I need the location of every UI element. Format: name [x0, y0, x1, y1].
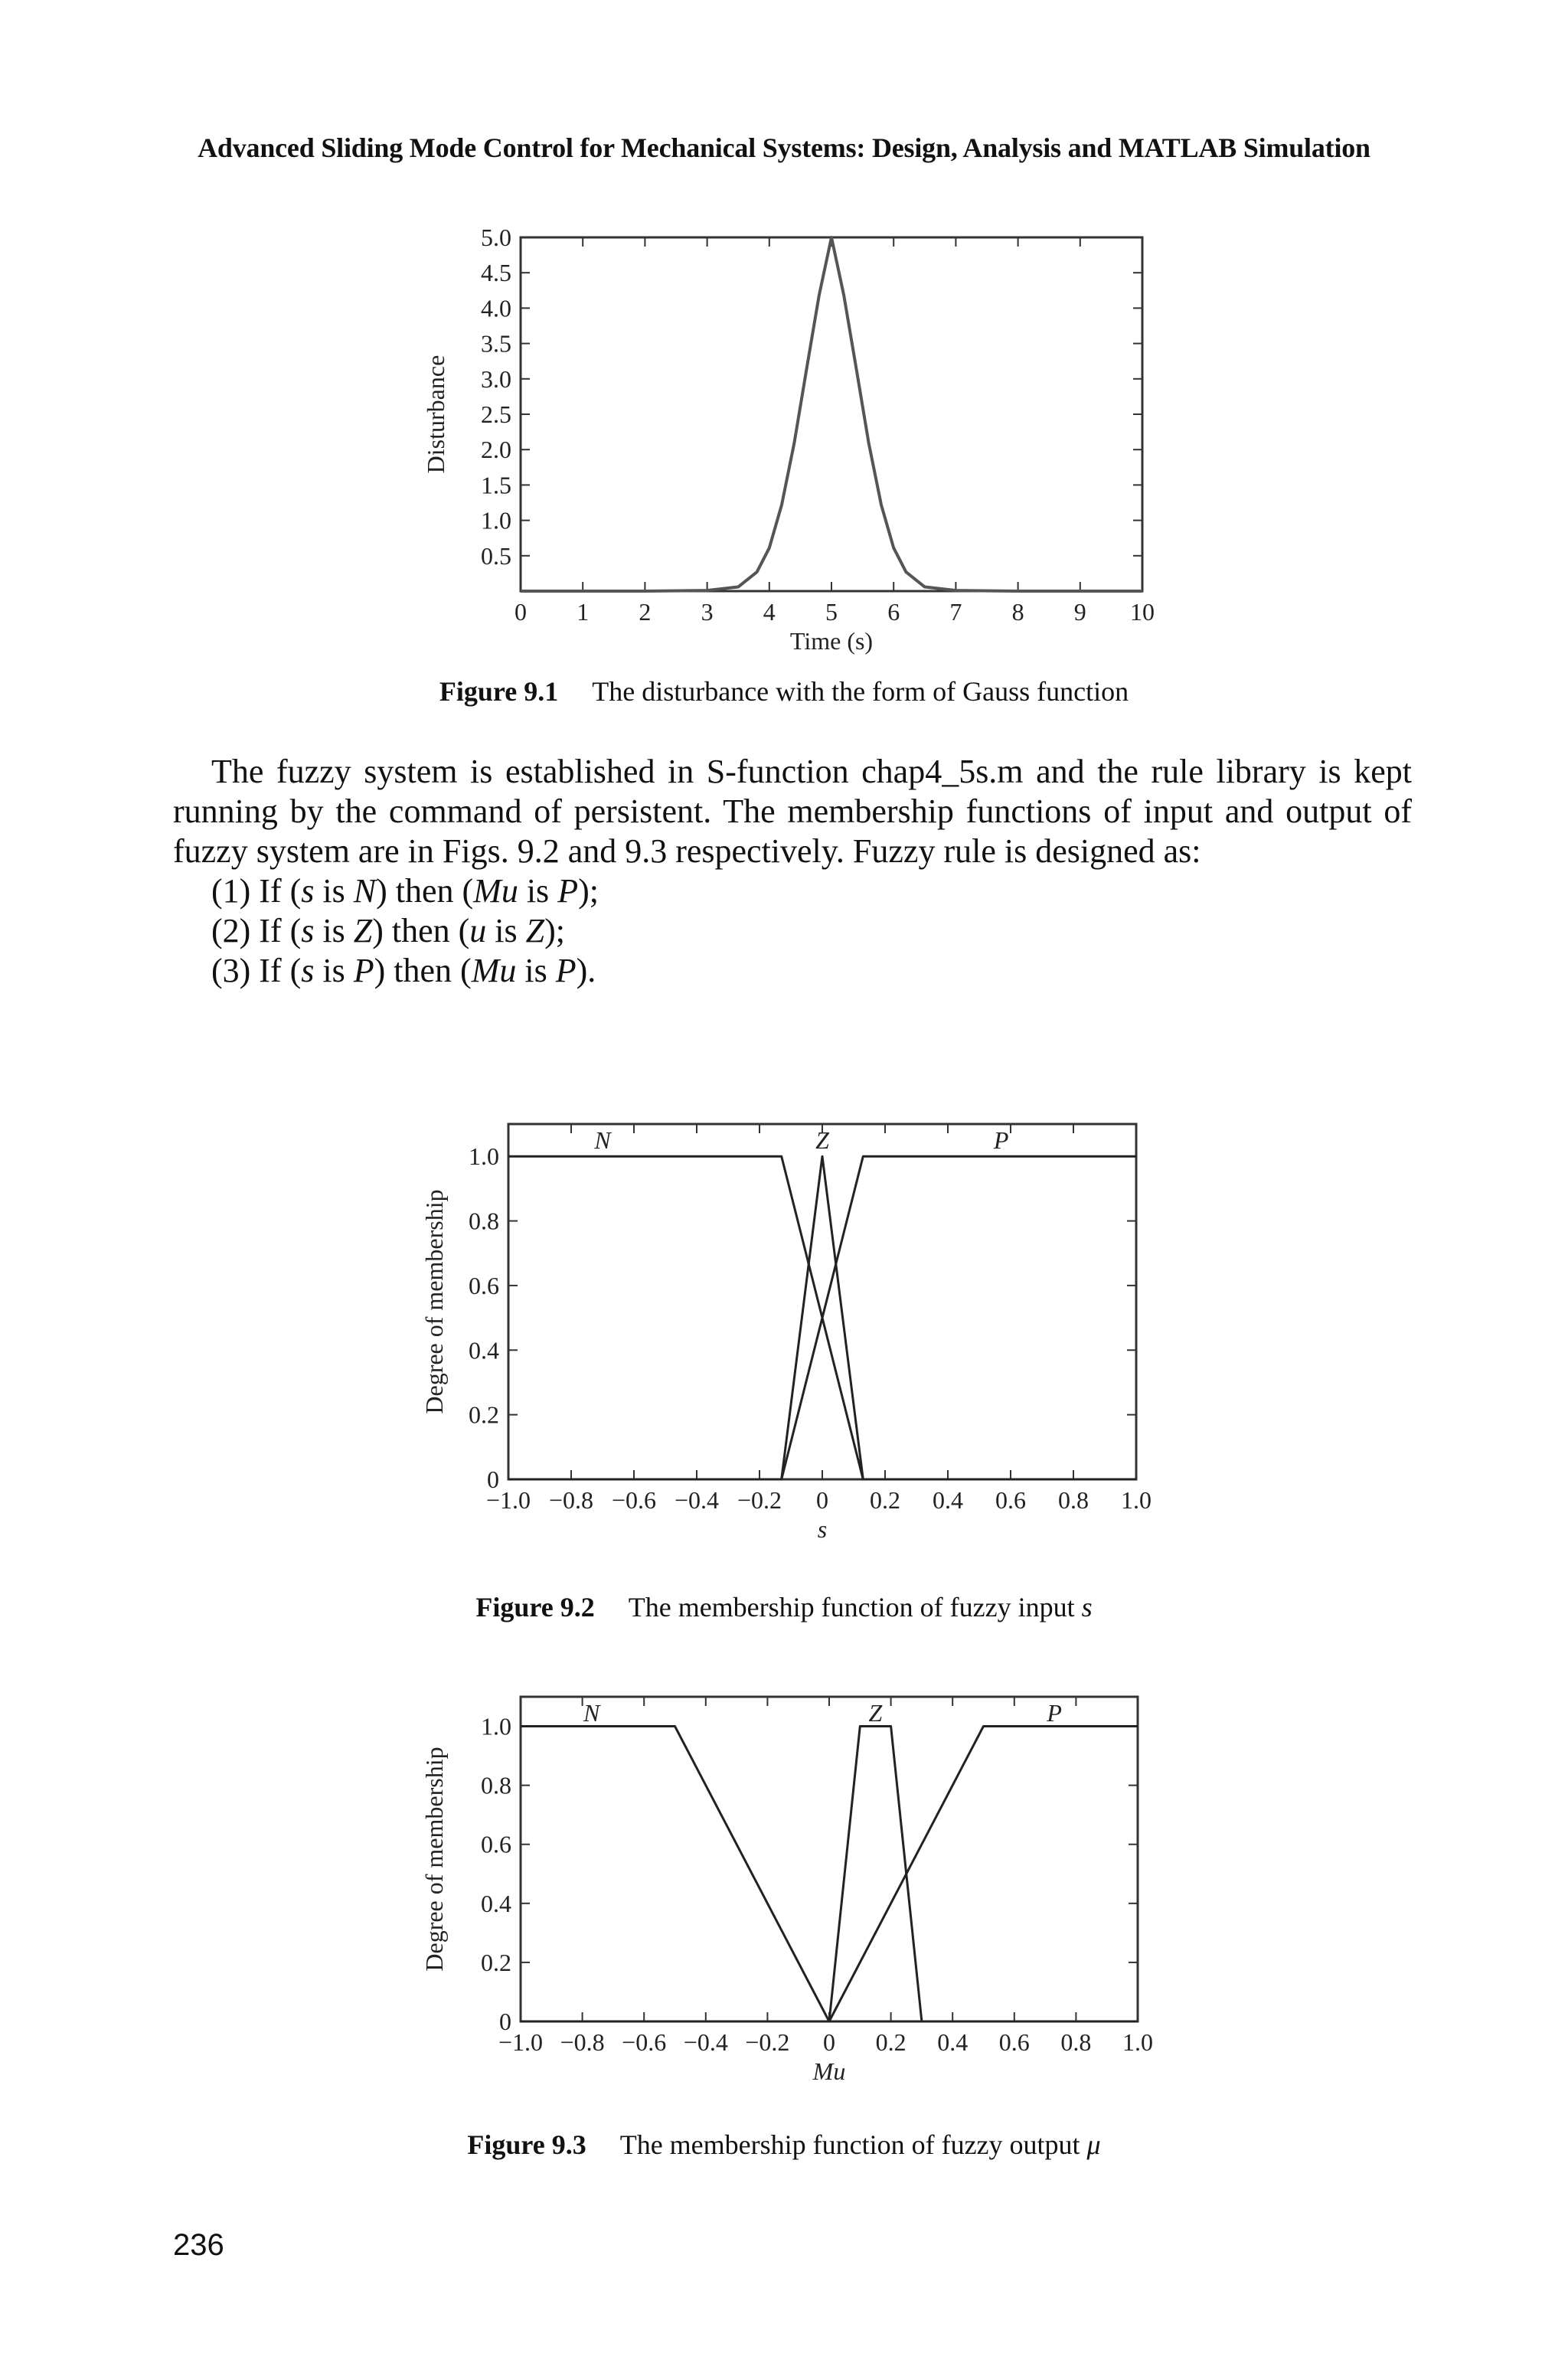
x-tick-label: −0.6 [622, 2028, 667, 2056]
series-label: Z [868, 1699, 883, 1727]
caption-text: The membership function of fuzzy output [619, 2129, 1080, 2160]
series-line-p [521, 1727, 1138, 2022]
x-axis-label: s [817, 1515, 828, 1543]
y-axis-label: Disturbance [422, 355, 449, 474]
figure-number: Figure 9.2 [475, 1592, 595, 1622]
x-tick-label: −1.0 [498, 2028, 544, 2056]
figure-9-1-caption [0, 675, 1568, 707]
figure-9-2-chart [0, 1103, 1568, 1585]
x-tick-label: 7 [949, 598, 962, 626]
y-tick-label: 0.5 [481, 541, 511, 570]
x-tick-label: 0.8 [1058, 1486, 1089, 1514]
x-tick-label: 1.0 [1121, 1486, 1152, 1514]
y-tick-label: 0.4 [469, 1336, 499, 1364]
x-tick-label: −0.2 [737, 1486, 782, 1514]
y-tick-label: 3.5 [481, 329, 511, 358]
plot-frame [521, 1697, 1138, 2021]
y-axis-label: Degree of membership [420, 1189, 448, 1414]
x-tick-label: −0.8 [560, 2028, 605, 2056]
y-tick-label: 1.0 [481, 1712, 511, 1740]
series-line-n [521, 1727, 1138, 2022]
intro-paragraph: The fuzzy system is established in S-function chap4_5s.m and the rule library is kept running by the command of persistent. The membership functions of input and output of fuzzy system are in Figs. 9.2 and 9.3 respectively. Fuzzy rule is designed as: [173, 753, 1412, 870]
running-header: Advanced Sliding Mode Control for Mechanical Systems: Design, Analysis and MATLAB Simulation [198, 132, 1370, 163]
y-tick-label: 0.8 [469, 1207, 499, 1235]
figure-9-1-chart [0, 214, 1568, 674]
y-tick-label: 1.0 [481, 506, 511, 534]
x-tick-label: 1.0 [1122, 2028, 1153, 2056]
y-tick-label: 0.6 [469, 1271, 499, 1299]
y-tick-label: 1.0 [469, 1142, 499, 1171]
x-axis-label: Mu [812, 2057, 846, 2085]
x-tick-label: 0.8 [1060, 2028, 1092, 2056]
x-tick-label: 0 [816, 1486, 828, 1514]
y-tick-label: 0.8 [481, 1771, 511, 1799]
x-tick-label: 0 [514, 598, 527, 626]
series-label: N [594, 1126, 611, 1154]
y-tick-label: 3.0 [481, 364, 511, 393]
x-tick-label: 0.2 [870, 1486, 900, 1514]
x-tick-label: 5 [825, 598, 838, 626]
x-tick-label: 1 [577, 598, 590, 626]
y-tick-label: 2.5 [481, 400, 511, 428]
x-tick-label: 4 [763, 598, 776, 626]
y-tick-label: 4.0 [481, 294, 511, 322]
y-tick-label: 0 [487, 1466, 499, 1493]
plot-frame [508, 1124, 1136, 1479]
series-line-p [508, 1156, 1136, 1479]
page-number: 236 [173, 2228, 224, 2262]
series-label: Z [815, 1126, 829, 1154]
y-tick-label: 0.4 [481, 1889, 511, 1917]
x-tick-label: −0.6 [611, 1486, 657, 1514]
rule-line: (3) If (s is P) then (Mu is P). [211, 952, 596, 989]
y-tick-label: 1.5 [481, 471, 511, 499]
series-line-z [521, 1727, 1138, 2022]
figure-9-3-chart [0, 1677, 1568, 2121]
figure-9-2-caption [0, 1591, 1568, 1623]
plot-frame [521, 237, 1142, 591]
x-tick-label: 0.2 [875, 2028, 906, 2056]
y-tick-label: 0 [499, 2008, 511, 2035]
x-tick-label: 8 [1011, 598, 1024, 626]
y-tick-label: 0.2 [469, 1400, 499, 1429]
x-tick-label: 0.6 [995, 1486, 1026, 1514]
y-axis-label: Degree of membership [420, 1747, 448, 1972]
caption-variable: s [1081, 1592, 1093, 1622]
caption-text: The disturbance with the form of Gauss function [592, 676, 1129, 707]
figure-number: Figure 9.3 [467, 2129, 586, 2160]
x-tick-label: 6 [887, 598, 900, 626]
series-label: P [993, 1126, 1009, 1154]
y-tick-label: 0.2 [481, 1948, 511, 1976]
y-tick-label: 5.0 [481, 224, 511, 251]
x-tick-label: 9 [1073, 598, 1086, 626]
y-tick-label: 4.5 [481, 259, 511, 287]
x-tick-label: 0.6 [998, 2028, 1030, 2056]
x-tick-label: 0.4 [937, 2028, 969, 2056]
x-tick-label: 2 [639, 598, 652, 626]
series-label: P [1047, 1699, 1062, 1727]
figure-9-3-caption [0, 2129, 1568, 2161]
x-axis-label: Time (s) [789, 627, 874, 655]
x-tick-label: −1.0 [485, 1486, 531, 1514]
body-text [173, 752, 1412, 991]
caption-variable: μ [1086, 2129, 1101, 2160]
x-tick-label: −0.8 [548, 1486, 594, 1514]
series-label: N [583, 1699, 600, 1727]
x-tick-label: 10 [1130, 598, 1155, 626]
y-tick-label: 0.6 [481, 1830, 511, 1858]
y-tick-label: 2.0 [481, 436, 511, 464]
x-tick-label: −0.2 [745, 2028, 790, 2056]
x-tick-label: 0.4 [933, 1486, 963, 1514]
series-line [521, 237, 1142, 591]
x-tick-label: −0.4 [674, 1486, 720, 1514]
rule-line: (2) If (s is Z) then (u is Z); [211, 912, 566, 949]
x-tick-label: 0 [823, 2028, 835, 2056]
caption-text: The membership function of fuzzy input [628, 1592, 1075, 1622]
figure-number: Figure 9.1 [439, 676, 559, 707]
rule-line: (1) If (s is N) then (Mu is P); [211, 872, 599, 910]
x-tick-label: −0.4 [683, 2028, 728, 2056]
x-tick-label: 3 [701, 598, 714, 626]
